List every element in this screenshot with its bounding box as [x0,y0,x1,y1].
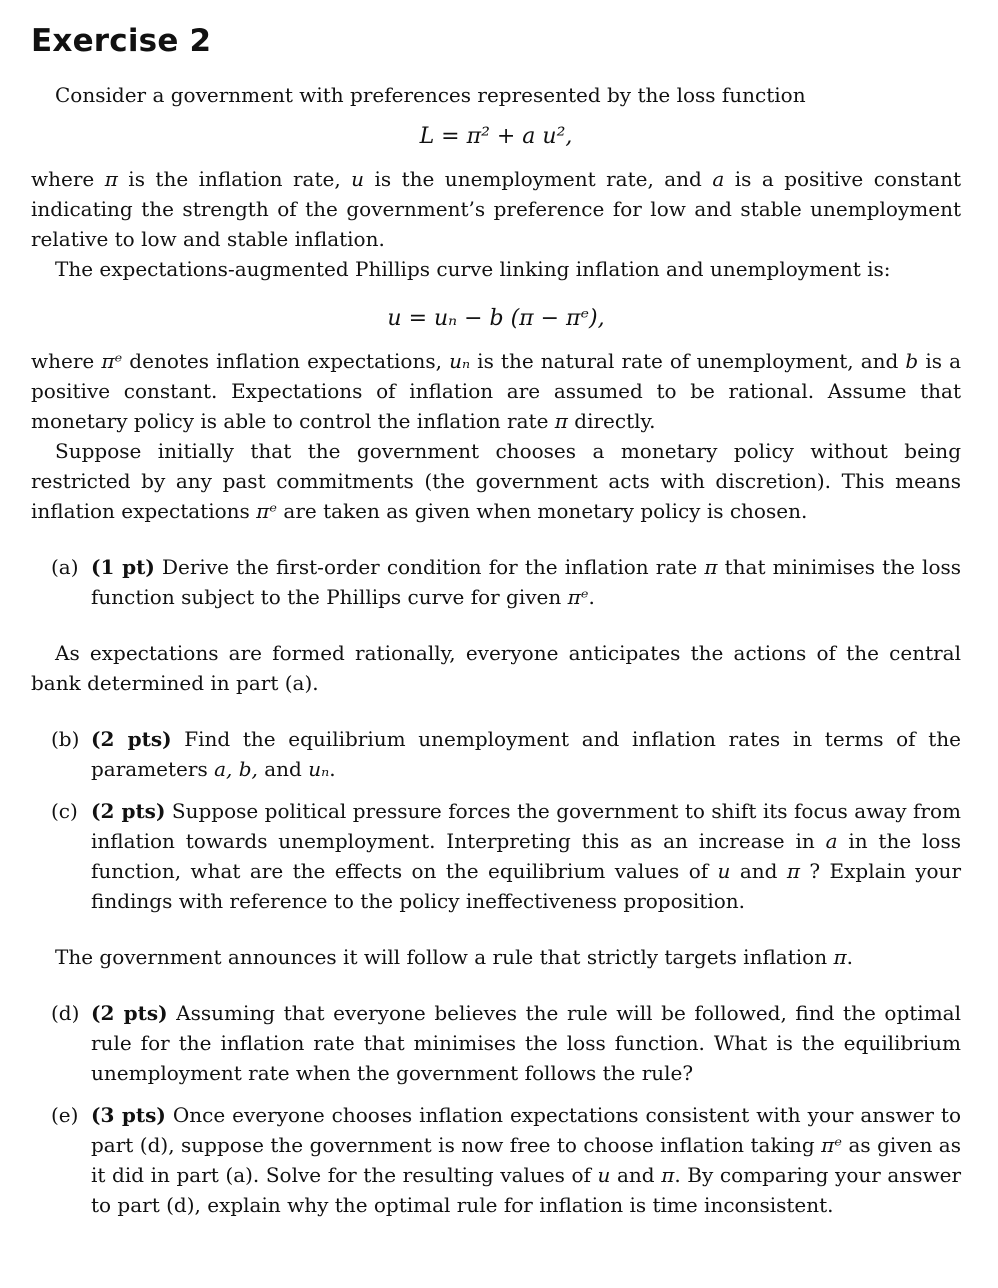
exercise-page [31,22,961,1220]
intro-paragraph-4 [31,346,961,436]
text-span: Assuming that everyone believes the rule will be followed, find the optimal rule for the inflation rate that minimises the loss function. What is the equilibrium unemployment rate when the government follows the rule? [91,1001,961,1085]
math-pi-e: πᵉ [567,585,589,609]
text-span: . [846,945,853,969]
part-d [31,998,961,1088]
part-c [31,796,961,916]
math-pi: π [554,409,568,433]
math-a: a [712,167,725,191]
math-params: a, b, [214,757,258,781]
text-span: is a positive constant indicating the strength of the government’s preference for low and stable unemployment relative to low and stable inflation. [31,167,961,251]
transition-paragraph-1: As expectations are formed rationally, everyone anticipates the actions of the central bank determined in part (a). [31,641,961,695]
math-pi-e: πᵉ [101,349,123,373]
text-span: The government announces it will follow a rule that strictly targets inflation [55,945,834,969]
text-span: Suppose initially that the government chooses a monetary policy without being restricted by any past commitments (the government acts with discretion). This means inflation expectations [31,439,961,523]
text-span: Find the equilibrium unemployment and inflation rates in terms of the parameters [91,727,961,781]
math-pi: π [661,1163,675,1187]
math-u: u [597,1163,611,1187]
text-span: is the natural rate of unemployment, and [470,349,906,373]
text-span: . By comparing your answer to part (d), explain why the optimal rule for inflation is time inconsistent. [91,1163,962,1217]
math-u-n: uₙ [449,349,471,373]
points-badge: (1 pt) [91,555,155,579]
math-b: b [905,349,919,373]
text-span: Suppose political pressure forces the government to shift its focus away from inflation towards unemployment. Interpreting this as an increase in [91,799,961,853]
transition-paragraph-2 [31,942,961,972]
text-span: are taken as given when monetary policy is chosen. [277,499,808,523]
loss-function-equation: L = π² + a u², [419,124,573,149]
text-span: ? Explain your findings with reference to the policy ineffectiveness proposition. [91,859,962,913]
part-label: (b) [51,727,80,751]
text-span: in the loss function, what are the effects on the equilibrium values of [91,829,961,883]
text-span: . [329,757,336,781]
math-pi-e: πᵉ [256,499,278,523]
points-badge: (2 pts) [91,727,172,751]
text-span: is the inflation rate, [117,167,352,191]
intro-paragraph-3: The expectations-augmented Phillips curve linking inflation and unemployment is: [55,257,891,281]
math-pi: π [104,167,118,191]
math-pi: π [786,859,801,883]
text-span: and [257,757,309,781]
math-pi: π [833,945,847,969]
text-span: . [588,585,595,609]
math-u: u [351,167,365,191]
text-span: and [610,1163,662,1187]
text-span: directly. [567,409,656,433]
intro-paragraph-5 [31,436,961,526]
math-pi-e: πᵉ [821,1133,843,1157]
intro-paragraph-1: Consider a government with preferences represented by the loss function [55,83,806,107]
part-e [31,1100,961,1220]
part-label: (a) [51,555,79,579]
exercise-title: Exercise 2 [31,23,212,59]
part-label: (e) [51,1103,79,1127]
part-a [31,552,961,612]
part-b [31,724,961,784]
text-span: Once everyone chooses inflation expectations consistent with your answer to part (d), suppose the government is now free to choose inflation taking [91,1103,961,1157]
intro-paragraph-2 [31,164,961,254]
part-label: (c) [51,799,78,823]
text-span: is the unemployment rate, and [364,167,713,191]
text-span: as given as it did in part (a). Solve for the resulting values of [91,1133,961,1187]
phillips-curve-equation: u = uₙ − b (π − πᵉ), [387,306,605,331]
part-label: (d) [51,1001,80,1025]
text-span: Derive the first-order condition for the inflation rate [154,555,705,579]
text-span: that minimises the loss function subject to the Phillips curve for given [91,555,962,609]
math-u-n: uₙ [308,757,330,781]
text-span: where [31,349,102,373]
points-badge: (2 pts) [91,799,166,823]
math-u: u [717,859,731,883]
text-span: and [730,859,787,883]
points-badge: (3 pts) [91,1103,166,1127]
math-pi: π [704,555,718,579]
text-span: denotes inflation expectations, [122,349,450,373]
text-span: is a positive constant. Expectations of inflation are assumed to be rational. Assume that monetary policy is able to control the inflation rate [31,349,962,433]
math-a: a [825,829,838,853]
text-span: where [31,167,105,191]
points-badge: (2 pts) [91,1001,168,1025]
